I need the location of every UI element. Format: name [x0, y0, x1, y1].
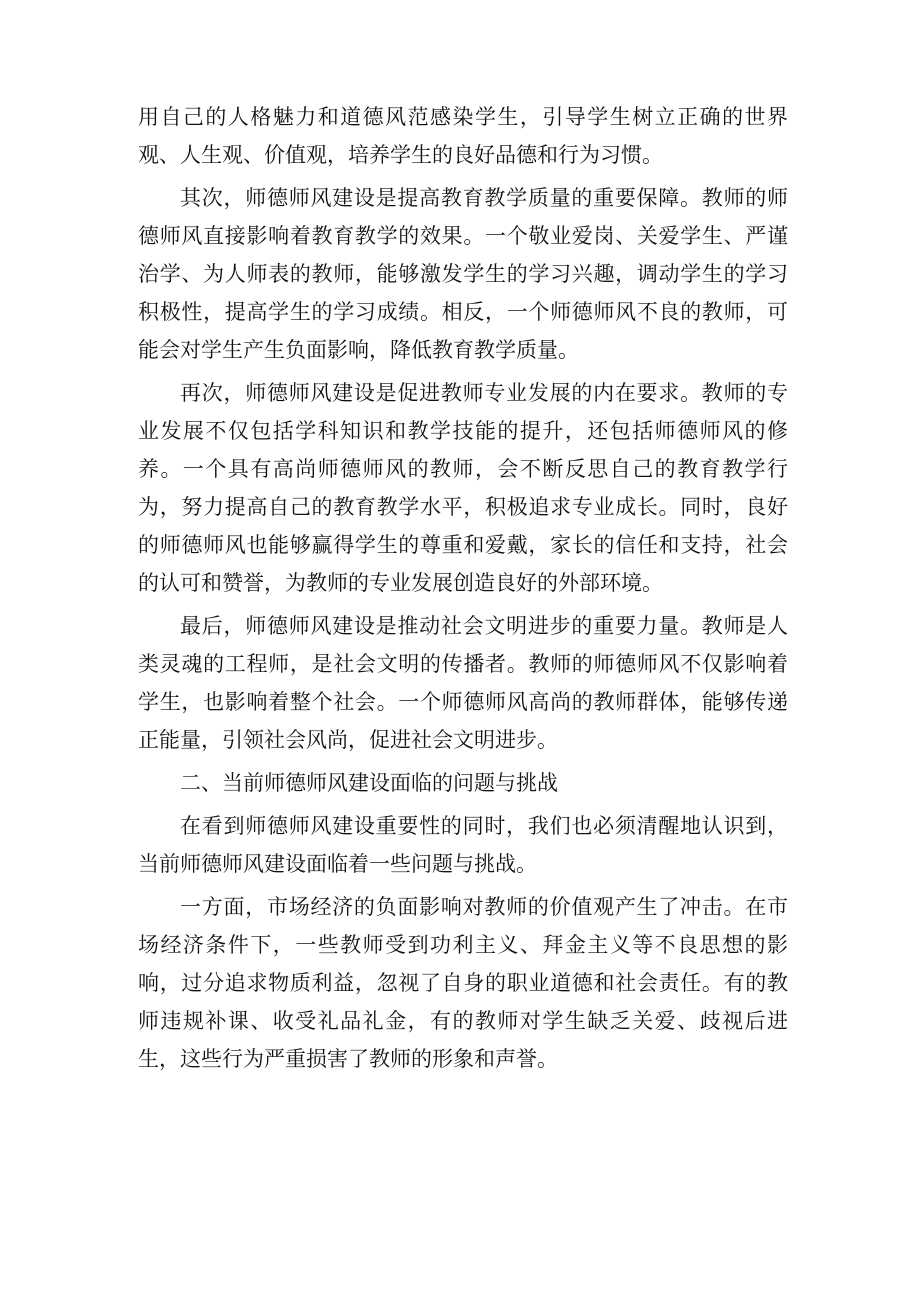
paragraph-continuation: 用自己的人格魅力和道德风范感染学生，引导学生树立正确的世界观、人生观、价值观，培养学生的良好品德和行为习惯。 — [138, 105, 788, 167]
paragraph-thirdly: 再次，师德师风建设是促进教师专业发展的内在要求。教师的专业发展不仅包括学科知识和教学技能的提升，还包括师德师风的修养。一个具有高尚师德师风的教师，会不断反思自己的教育教学行为，努力提高自己的教育教学水平，积极追求专业成长。同时，良好的师德师风也能够赢得学生的尊重和爱戴，家长的信任和支持，社会的认可和赞誉，为教师的专业发展创造良好的外部环境。 — [138, 381, 788, 595]
paragraph-secondly: 其次，师德师风建设是提高教育教学质量的重要保障。教师的师德师风直接影响着教育教学的效果。一个敬业爱岗、关爱学生、严谨治学、为人师表的教师，能够激发学生的学习兴趣，调动学生的学习积极性，提高学生的学习成绩。相反，一个师德师风不良的教师，可能会对学生产生负面影响，降低教育教学质量。 — [138, 186, 788, 362]
paragraph-market-economy: 一方面，市场经济的负面影响对教师的价值观产生了冲击。在市场经济条件下，一些教师受到功利主义、拜金主义等不良思想的影响，过分追求物质利益，忽视了自身的职业道德和社会责任。有的教师违规补课、收受礼品礼金，有的教师对学生缺乏关爱、歧视后进生，这些行为严重损害了教师的形象和声誉。 — [138, 895, 788, 1071]
document-body — [138, 98, 788, 1083]
section-heading: 二、当前师德师风建设面临的问题与挑战 — [180, 771, 558, 795]
paragraph-finally: 最后，师德师风建设是推动社会文明进步的重要力量。教师是人类灵魂的工程师，是社会文明的传播者。教师的师德师风不仅影响着学生，也影响着整个社会。一个师德师风高尚的教师群体，能够传递正能量，引领社会风尚，促进社会文明进步。 — [138, 614, 788, 752]
paragraph-intro-challenges: 在看到师德师风建设重要性的同时，我们也必须清醒地认识到，当前师德师风建设面临着一些问题与挑战。 — [138, 814, 788, 876]
